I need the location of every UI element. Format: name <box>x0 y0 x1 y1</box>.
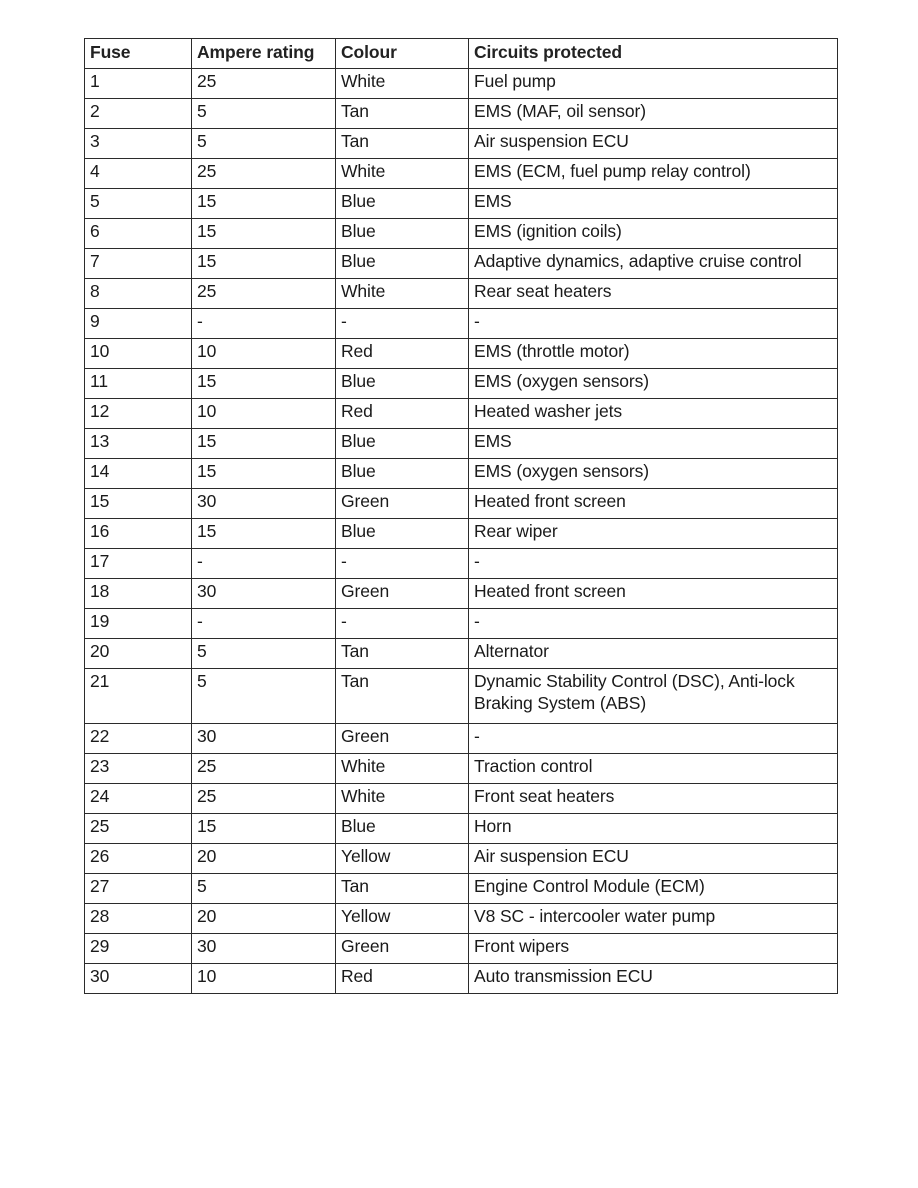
cell-colour: Blue <box>336 219 469 249</box>
cell-colour: White <box>336 159 469 189</box>
table-row <box>85 519 838 549</box>
cell-fuse: 14 <box>85 459 192 489</box>
cell-colour: Yellow <box>336 904 469 934</box>
cell-fuse: 1 <box>85 69 192 99</box>
cell-fuse: 29 <box>85 934 192 964</box>
cell-circuits-protected: Fuel pump <box>469 69 838 99</box>
cell-colour: Blue <box>336 814 469 844</box>
table-row <box>85 129 838 159</box>
cell-ampere-rating: 5 <box>192 874 336 904</box>
cell-colour: Blue <box>336 519 469 549</box>
cell-ampere-rating: 30 <box>192 724 336 754</box>
table-row <box>85 579 838 609</box>
cell-ampere-rating: 15 <box>192 429 336 459</box>
cell-circuits-protected: Air suspension ECU <box>469 844 838 874</box>
cell-colour: White <box>336 69 469 99</box>
cell-fuse: 3 <box>85 129 192 159</box>
table-row <box>85 904 838 934</box>
table-row <box>85 249 838 279</box>
table-row <box>85 369 838 399</box>
cell-fuse: 30 <box>85 964 192 994</box>
cell-colour: Tan <box>336 874 469 904</box>
cell-colour: Green <box>336 934 469 964</box>
cell-colour: - <box>336 609 469 639</box>
table-row <box>85 724 838 754</box>
cell-fuse: 2 <box>85 99 192 129</box>
cell-ampere-rating: 25 <box>192 784 336 814</box>
cell-circuits-protected: Rear seat heaters <box>469 279 838 309</box>
cell-fuse: 4 <box>85 159 192 189</box>
cell-colour: Red <box>336 339 469 369</box>
cell-circuits-protected: EMS <box>469 429 838 459</box>
cell-fuse: 10 <box>85 339 192 369</box>
table-row <box>85 549 838 579</box>
cell-colour: Red <box>336 399 469 429</box>
cell-circuits-protected: EMS (MAF, oil sensor) <box>469 99 838 129</box>
cell-circuits-protected: EMS (ignition coils) <box>469 219 838 249</box>
cell-fuse: 7 <box>85 249 192 279</box>
table-row <box>85 754 838 784</box>
cell-colour: Tan <box>336 99 469 129</box>
cell-colour: Blue <box>336 189 469 219</box>
cell-ampere-rating: 25 <box>192 69 336 99</box>
table-row <box>85 159 838 189</box>
cell-colour: Tan <box>336 639 469 669</box>
header-ampere-rating: Ampere rating <box>192 39 336 69</box>
cell-colour: - <box>336 309 469 339</box>
cell-ampere-rating: 15 <box>192 814 336 844</box>
cell-circuits-protected: Air suspension ECU <box>469 129 838 159</box>
cell-circuits-protected: - <box>469 309 838 339</box>
cell-colour: Green <box>336 579 469 609</box>
table-row <box>85 874 838 904</box>
cell-colour: Green <box>336 489 469 519</box>
cell-fuse: 6 <box>85 219 192 249</box>
table-row <box>85 279 838 309</box>
table-row <box>85 784 838 814</box>
cell-circuits-protected: Dynamic Stability Control (DSC), Anti-lock Braking System (ABS) <box>469 669 838 724</box>
cell-circuits-protected: V8 SC - intercooler water pump <box>469 904 838 934</box>
cell-fuse: 26 <box>85 844 192 874</box>
cell-fuse: 20 <box>85 639 192 669</box>
fuse-table <box>84 38 838 994</box>
cell-circuits-protected: Front wipers <box>469 934 838 964</box>
cell-circuits-protected: Alternator <box>469 639 838 669</box>
table-row <box>85 669 838 724</box>
cell-fuse: 9 <box>85 309 192 339</box>
cell-fuse: 16 <box>85 519 192 549</box>
cell-fuse: 18 <box>85 579 192 609</box>
cell-fuse: 25 <box>85 814 192 844</box>
cell-fuse: 21 <box>85 669 192 724</box>
cell-ampere-rating: 15 <box>192 369 336 399</box>
table-row <box>85 489 838 519</box>
cell-ampere-rating: 10 <box>192 399 336 429</box>
cell-fuse: 23 <box>85 754 192 784</box>
cell-circuits-protected: Horn <box>469 814 838 844</box>
cell-fuse: 8 <box>85 279 192 309</box>
table-row <box>85 459 838 489</box>
cell-circuits-protected: Heated front screen <box>469 579 838 609</box>
cell-colour: Blue <box>336 369 469 399</box>
cell-circuits-protected: EMS (oxygen sensors) <box>469 459 838 489</box>
cell-fuse: 15 <box>85 489 192 519</box>
cell-circuits-protected: Rear wiper <box>469 519 838 549</box>
cell-ampere-rating: 5 <box>192 99 336 129</box>
cell-fuse: 11 <box>85 369 192 399</box>
table-row <box>85 639 838 669</box>
cell-ampere-rating: 15 <box>192 519 336 549</box>
cell-colour: Blue <box>336 249 469 279</box>
cell-ampere-rating: 25 <box>192 754 336 784</box>
table-row <box>85 609 838 639</box>
cell-ampere-rating: 15 <box>192 249 336 279</box>
cell-fuse: 19 <box>85 609 192 639</box>
cell-circuits-protected: Heated washer jets <box>469 399 838 429</box>
header-row <box>85 39 838 69</box>
table-row <box>85 69 838 99</box>
cell-colour: Blue <box>336 429 469 459</box>
cell-ampere-rating: 15 <box>192 219 336 249</box>
cell-fuse: 17 <box>85 549 192 579</box>
cell-circuits-protected: EMS <box>469 189 838 219</box>
cell-colour: White <box>336 754 469 784</box>
cell-colour: Tan <box>336 129 469 159</box>
cell-ampere-rating: 15 <box>192 459 336 489</box>
cell-colour: Tan <box>336 669 469 724</box>
cell-colour: Green <box>336 724 469 754</box>
header-circuits-protected: Circuits protected <box>469 39 838 69</box>
table-row <box>85 814 838 844</box>
cell-ampere-rating: 30 <box>192 489 336 519</box>
cell-ampere-rating: 25 <box>192 159 336 189</box>
header-colour: Colour <box>336 39 469 69</box>
table-row <box>85 339 838 369</box>
header-fuse: Fuse <box>85 39 192 69</box>
cell-ampere-rating: - <box>192 609 336 639</box>
cell-circuits-protected: Auto transmission ECU <box>469 964 838 994</box>
cell-fuse: 5 <box>85 189 192 219</box>
cell-ampere-rating: - <box>192 309 336 339</box>
cell-circuits-protected: EMS (ECM, fuel pump relay control) <box>469 159 838 189</box>
cell-fuse: 27 <box>85 874 192 904</box>
cell-ampere-rating: 30 <box>192 579 336 609</box>
cell-colour: Blue <box>336 459 469 489</box>
cell-circuits-protected: - <box>469 609 838 639</box>
cell-circuits-protected: - <box>469 549 838 579</box>
table-row <box>85 399 838 429</box>
cell-colour: White <box>336 279 469 309</box>
cell-fuse: 24 <box>85 784 192 814</box>
cell-circuits-protected: Traction control <box>469 754 838 784</box>
table-row <box>85 189 838 219</box>
cell-circuits-protected: EMS (oxygen sensors) <box>469 369 838 399</box>
cell-circuits-protected: Adaptive dynamics, adaptive cruise control <box>469 249 838 279</box>
cell-fuse: 22 <box>85 724 192 754</box>
cell-fuse: 12 <box>85 399 192 429</box>
table-row <box>85 934 838 964</box>
table-row <box>85 429 838 459</box>
table-header <box>85 39 838 69</box>
table-row <box>85 99 838 129</box>
cell-ampere-rating: 10 <box>192 339 336 369</box>
table-row <box>85 844 838 874</box>
cell-ampere-rating: 5 <box>192 129 336 159</box>
cell-ampere-rating: 5 <box>192 639 336 669</box>
cell-ampere-rating: 20 <box>192 844 336 874</box>
cell-ampere-rating: 30 <box>192 934 336 964</box>
cell-circuits-protected: Engine Control Module (ECM) <box>469 874 838 904</box>
table-body <box>85 69 838 994</box>
table-row <box>85 219 838 249</box>
cell-ampere-rating: 20 <box>192 904 336 934</box>
cell-fuse: 13 <box>85 429 192 459</box>
cell-colour: Red <box>336 964 469 994</box>
cell-colour: White <box>336 784 469 814</box>
cell-circuits-protected: - <box>469 724 838 754</box>
cell-ampere-rating: 10 <box>192 964 336 994</box>
cell-ampere-rating: 15 <box>192 189 336 219</box>
cell-colour: - <box>336 549 469 579</box>
cell-circuits-protected: Heated front screen <box>469 489 838 519</box>
cell-ampere-rating: 5 <box>192 669 336 724</box>
table-row <box>85 309 838 339</box>
cell-colour: Yellow <box>336 844 469 874</box>
table-row <box>85 964 838 994</box>
cell-ampere-rating: 25 <box>192 279 336 309</box>
cell-circuits-protected: EMS (throttle motor) <box>469 339 838 369</box>
cell-circuits-protected: Front seat heaters <box>469 784 838 814</box>
cell-fuse: 28 <box>85 904 192 934</box>
cell-ampere-rating: - <box>192 549 336 579</box>
